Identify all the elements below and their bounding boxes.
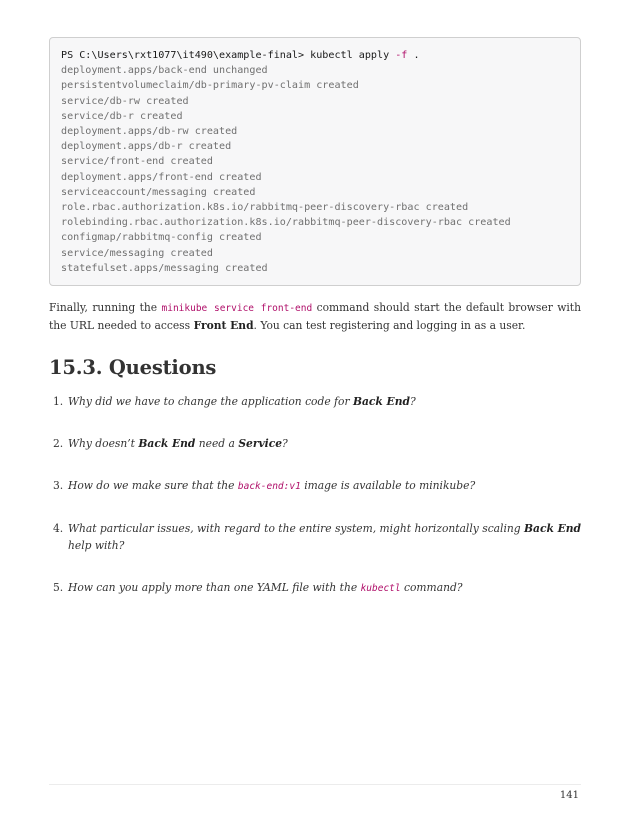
command-arg: . [407,50,420,61]
code-block [49,37,581,286]
question-text: ? [282,437,288,451]
output-line: service/front-end created [61,156,213,168]
output-line: configmap/rabbitmq-config created [61,232,262,244]
command-text: kubectl apply [310,50,396,61]
footer-divider [49,784,581,785]
question-text: help with? [68,539,125,553]
output-line: deployment.apps/back-end unchanged [61,65,268,77]
question-item [49,477,581,495]
question-item [49,393,581,410]
paragraph-text: Finally, running the [49,301,162,315]
bold-term: Front End [193,319,254,333]
question-number: 5. [53,581,64,595]
inline-code: back-end:v1 [237,481,301,493]
output-line: deployment.apps/db-r created [61,141,232,153]
question-number: 1. [53,395,64,409]
question-item [49,435,581,452]
question-number: 4. [53,522,64,536]
body-paragraph [49,299,581,334]
question-text: image is available to minikube? [300,479,476,493]
inline-code: minikube service front-end [161,303,313,315]
output-line: deployment.apps/db-rw created [61,126,238,138]
output-line: deployment.apps/front-end created [61,171,262,183]
page-number: 141 [559,790,579,801]
question-text: How can you apply more than one YAML file with the [68,581,361,595]
question-item [49,520,581,554]
paragraph-text: . You can test registering and logging in as a user. [253,319,526,333]
question-text: What particular issues, with regard to the entire system, might horizontally scaling [68,522,525,536]
question-text: Why doesn’t [68,437,139,451]
command-flag: -f [395,50,408,61]
output-line: rolebinding.rbac.authorization.k8s.io/rabbitmq-peer-discovery-rbac created [61,217,511,229]
question-number: 3. [53,479,64,493]
page-content [49,37,581,622]
bold-term: Back End [138,437,196,451]
output-line: service/messaging created [61,247,213,259]
questions-list [49,393,581,597]
question-item [49,579,581,597]
inline-code: kubectl [360,583,401,595]
output-line: service/db-r created [61,110,183,122]
output-line: service/db-rw created [61,95,189,107]
bold-term: Service [238,437,283,451]
bold-term: Back End [524,522,581,536]
command-line [61,50,420,61]
output-line: statefulset.apps/messaging created [61,262,268,274]
question-text: Why did we have to change the application code for [68,395,353,409]
question-text: How do we make sure that the [68,479,238,493]
output-line: role.rbac.authorization.k8s.io/rabbitmq-peer-discovery-rbac created [61,202,469,214]
output-line: persistentvolumeclaim/db-primary-pv-claim created [61,80,359,92]
paragraph-text: command should start the default browser with the URL needed to access [49,301,581,333]
section-title: 15.3. Questions [49,356,217,380]
output-line: serviceaccount/messaging created [61,186,256,198]
question-text: command? [400,581,463,595]
question-text: ? [409,395,416,409]
question-number: 2. [53,437,64,451]
question-text: need a [195,437,239,451]
prompt-text: PS C:\Users\rxt1077\it490\example-final> [61,50,311,61]
bold-term: Back End [352,395,410,409]
